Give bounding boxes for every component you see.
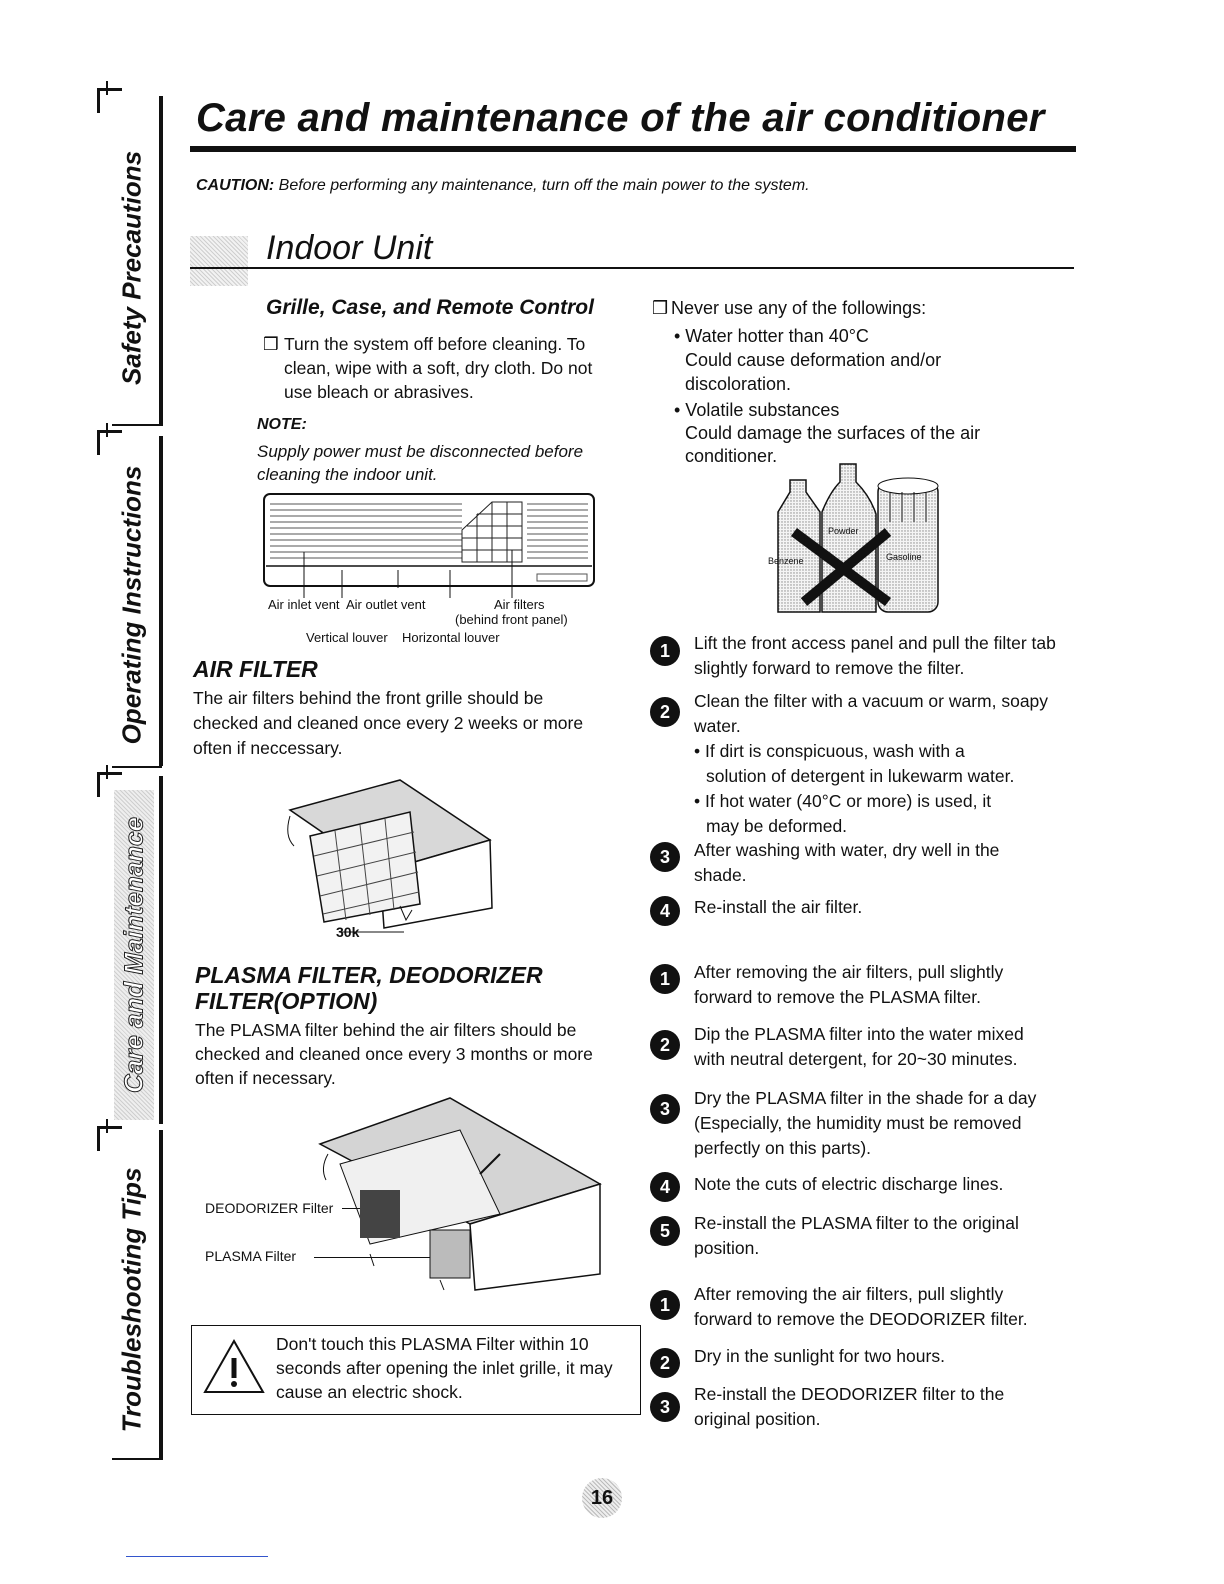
- label-deodorizer-filter: DEODORIZER Filter: [205, 1200, 334, 1216]
- step-line: • If dirt is conspicuous, wash with a: [694, 741, 965, 761]
- caution-label: CAUTION:: [196, 177, 275, 194]
- never-use-heading: Never use any of the followings:: [671, 298, 927, 318]
- grille-text-2: clean, wipe with a soft, dry cloth. Do not: [284, 358, 593, 378]
- never-use-item-1-desc-1: Could cause deformation and/or: [685, 350, 942, 370]
- caution-body: Before performing any maintenance, turn off the main power to the system.: [274, 177, 810, 194]
- step-number-3: 3: [650, 842, 680, 872]
- tab-safety-precautions[interactable]: Safety Precautions: [116, 150, 147, 386]
- note-label: NOTE:: [257, 416, 307, 433]
- tab-underline: [112, 766, 162, 768]
- plasma-step-2: [694, 1022, 1024, 1072]
- bottle-label-powder: Powder: [828, 526, 859, 536]
- step-number-2: 2: [650, 1348, 680, 1378]
- grille-heading: Grille, Case, and Remote Control: [266, 296, 594, 319]
- step-line: original position.: [694, 1409, 821, 1429]
- warning-line-1: Don't touch this PLASMA Filter within 10: [276, 1334, 589, 1354]
- step-line: position.: [694, 1238, 760, 1258]
- deodorizer-step-1: [694, 1282, 1028, 1332]
- step-number-2: 2: [650, 697, 680, 727]
- air-filter-text-1: The air filters behind the front grille should be: [193, 688, 544, 708]
- side-divider: [159, 776, 163, 1124]
- step-line: with neutral detergent, for 20~30 minutes.: [694, 1049, 1018, 1069]
- step-line: Dip the PLASMA filter into the water mixed: [694, 1024, 1024, 1044]
- air-filter-text-2: checked and cleaned once every 2 weeks or more: [193, 713, 584, 733]
- side-divider: [159, 96, 163, 426]
- step-number-3: 3: [650, 1392, 680, 1422]
- never-use-bullet: ❒: [652, 298, 669, 318]
- step-line: (Especially, the humidity must be removed: [694, 1113, 1022, 1133]
- tab-marker-icon: [97, 88, 122, 113]
- step-number-2: 2: [650, 1030, 680, 1060]
- deodorizer-step-2: [694, 1344, 945, 1369]
- plasma-filter-illustration: [300, 1094, 606, 1294]
- plasma-heading-1: PLASMA FILTER, DEODORIZER: [195, 962, 543, 988]
- label-plasma-filter: PLASMA Filter: [205, 1248, 297, 1264]
- plasma-step-1: [694, 960, 1003, 1010]
- step-line: Re-install the DEODORIZER filter to the: [694, 1384, 1005, 1404]
- warning-triangle-icon: [202, 1338, 266, 1396]
- bottle-label-gasoline: Gasoline: [886, 552, 922, 562]
- tab-troubleshooting-tips[interactable]: Troubleshooting Tips: [116, 1167, 147, 1433]
- caution-text: [196, 177, 810, 195]
- tab-underline: [112, 424, 162, 426]
- step-line: Lift the front access panel and pull the filter tab: [694, 633, 1056, 653]
- page-title: Care and maintenance of the air conditioner: [196, 96, 1045, 140]
- step-line: After removing the air filters, pull slightly: [694, 962, 1004, 982]
- air-filter-step-2: [694, 689, 1048, 839]
- label-behind-panel: (behind front panel): [455, 612, 568, 627]
- warning-line-3: cause an electric shock.: [276, 1382, 463, 1402]
- section-marker: [190, 236, 248, 286]
- step-line: shade.: [694, 865, 747, 885]
- step-line: slightly forward to remove the filter.: [694, 658, 965, 678]
- step-number-3: 3: [650, 1094, 680, 1124]
- side-divider: [159, 1130, 163, 1460]
- tab-marker-icon: [97, 1126, 122, 1151]
- step-line: After washing with water, dry well in the: [694, 840, 1000, 860]
- air-filter-illustration: [280, 776, 510, 936]
- step-line: Note the cuts of electric discharge lines.: [694, 1174, 1004, 1194]
- leader-line: [342, 1208, 360, 1209]
- bottom-rule: [126, 1556, 268, 1557]
- title-rule: [190, 146, 1076, 152]
- tab-operating-instructions[interactable]: Operating Instructions: [116, 465, 147, 745]
- label-air-filters: Air filters: [494, 597, 545, 612]
- side-divider: [159, 436, 163, 766]
- step-line: Dry the PLASMA filter in the shade for a day: [694, 1088, 1037, 1108]
- step-line: Re-install the air filter.: [694, 897, 863, 917]
- step-line: Dry in the sunlight for two hours.: [694, 1346, 945, 1366]
- label-air-outlet: Air outlet vent: [346, 597, 426, 612]
- step-number-1: 1: [650, 636, 680, 666]
- never-use-item-2-desc-1: Could damage the surfaces of the air: [685, 423, 981, 443]
- step-number-4: 4: [650, 896, 680, 926]
- air-filter-heading: AIR FILTER: [193, 656, 318, 682]
- grille-text-1: Turn the system off before cleaning. To: [284, 334, 586, 354]
- step-number-1: 1: [650, 1290, 680, 1320]
- plasma-heading-2: FILTER(OPTION): [195, 988, 378, 1014]
- label-air-inlet: Air inlet vent: [268, 597, 340, 612]
- tab-care-and-maintenance[interactable]: Care and Maintenance: [114, 790, 154, 1120]
- grille-bullet: ❒: [263, 334, 279, 354]
- step-line: After removing the air filters, pull slightly: [694, 1284, 1004, 1304]
- step-line: forward to remove the PLASMA filter.: [694, 987, 981, 1007]
- step-number-5: 5: [650, 1216, 680, 1246]
- plasma-step-5: [694, 1211, 1019, 1261]
- label-vertical-louver: Vertical louver: [306, 630, 388, 645]
- air-filter-text-3: often if neccessary.: [193, 738, 343, 758]
- plasma-step-4: [694, 1172, 1003, 1197]
- never-use-item-1-desc-2: discoloration.: [685, 374, 792, 394]
- step-line: forward to remove the DEODORIZER filter.: [694, 1309, 1028, 1329]
- step-line: Re-install the PLASMA filter to the original: [694, 1213, 1019, 1233]
- bottles-illustration: [760, 452, 946, 622]
- step-line: solution of detergent in lukewarm water.: [706, 766, 1015, 786]
- label-horizontal-louver: Horizontal louver: [402, 630, 500, 645]
- air-filter-step-4: [694, 895, 862, 920]
- section-title: Indoor Unit: [266, 229, 433, 267]
- indoor-unit-diagram: [262, 490, 598, 598]
- page-number: 16: [582, 1478, 622, 1518]
- step-number-1: 1: [650, 964, 680, 994]
- step-line: water.: [694, 716, 741, 736]
- tab-underline: [112, 1458, 162, 1460]
- section-rule: [190, 267, 1074, 269]
- step-number-4: 4: [650, 1172, 680, 1202]
- air-filter-step-1: [694, 631, 1056, 681]
- step-line: Clean the filter with a vacuum or warm, soapy: [694, 691, 1049, 711]
- step-line: • If hot water (40°C or more) is used, it: [694, 791, 992, 811]
- warning-line-2: seconds after opening the inlet grille, it may: [276, 1358, 613, 1378]
- plasma-text-1: The PLASMA filter behind the air filters should be: [195, 1020, 577, 1040]
- figure-caption: 30k: [336, 924, 360, 940]
- never-use-item-2: • Volatile substances: [674, 400, 840, 420]
- grille-text-3: use bleach or abrasives.: [284, 382, 474, 402]
- bottle-label-benzene: Benzene: [768, 556, 804, 566]
- leader-line: [314, 1257, 430, 1258]
- deodorizer-step-3: [694, 1382, 1004, 1432]
- note-text-2: cleaning the indoor unit.: [257, 465, 438, 484]
- step-line: perfectly on this parts).: [694, 1138, 872, 1158]
- step-line: may be deformed.: [706, 816, 848, 836]
- plasma-text-2: checked and cleaned once every 3 months or more: [195, 1044, 593, 1064]
- warning-box: [191, 1325, 641, 1415]
- never-use-item-2-desc-2: conditioner.: [685, 446, 778, 466]
- never-use-item-1: • Water hotter than 40°C: [674, 326, 869, 346]
- plasma-step-3: [694, 1086, 1036, 1161]
- plasma-text-3: often if necessary.: [195, 1068, 336, 1088]
- air-filter-step-3: [694, 838, 999, 888]
- note-text-1: Supply power must be disconnected before: [257, 442, 584, 461]
